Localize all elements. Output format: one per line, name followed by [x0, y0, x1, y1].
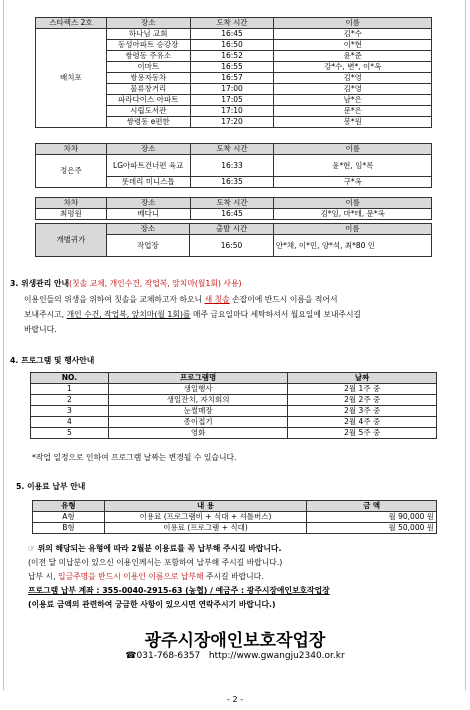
place-header: 장소: [106, 198, 190, 209]
name-header: 이름: [274, 198, 432, 209]
names-cell: 김*영: [274, 73, 432, 84]
table-header: [33, 501, 437, 512]
place-cell: 파라다이스 아파트: [106, 95, 190, 106]
route-table-2: [35, 143, 432, 188]
fee-notice-highlight: 입금주명을 반드시 이용인 이름으로 납부해: [58, 572, 204, 581]
hygiene-highlight: 개인 수건, 작업복, 앞치마(월 1회)를: [66, 310, 191, 319]
time-cell: 16:33: [190, 155, 274, 177]
names-cell: 윤*준: [274, 51, 432, 62]
table-row: [33, 523, 437, 534]
content-header: 내 용: [104, 501, 306, 512]
date-cell: 2월 5주 중: [288, 428, 437, 439]
place-header: 장소: [106, 224, 190, 235]
fee-table: [32, 500, 437, 534]
names-cell: 윤*현, 임*록: [274, 155, 432, 177]
hygiene-paragraph-line-3: 바랍니다.: [24, 325, 57, 334]
place-cell: 베다니: [106, 209, 190, 220]
place-cell: 물류창거리: [106, 84, 190, 95]
table-row: [33, 512, 437, 523]
place-cell: 하나님 교회: [106, 29, 190, 40]
names-cell: 구*옥: [274, 177, 432, 188]
route-table-1: [35, 17, 432, 128]
time-cell: 17:05: [190, 95, 274, 106]
amount-header: 금 액: [307, 501, 437, 512]
time-cell: 16:35: [190, 177, 274, 188]
hygiene-paragraph-line-2: [24, 309, 361, 320]
program-cell: 종이접기: [108, 417, 288, 428]
type-header: 유형: [33, 501, 105, 512]
date-cell: 2월 4주 중: [288, 417, 437, 428]
table-header: [31, 373, 437, 384]
bank-account: 프로그램 납부 계좌 : 355-0040-2915-63 (농협) / 예금주 : 광주시장애인보호작업장: [28, 586, 330, 595]
hygiene-heading-number: 3.: [10, 279, 19, 288]
place-cell: LG아파트건너편 육교: [106, 155, 190, 177]
organization-name: 광주시장애인보호작업장: [144, 631, 326, 651]
fee-notice-text: 주시길 바랍니다.: [203, 572, 264, 581]
table-row: [36, 155, 432, 177]
place-cell: 작업장: [106, 235, 190, 257]
time-cell: 16:45: [190, 29, 274, 40]
amount-cell: 월 90,000 원: [307, 512, 437, 523]
names-cell: 봉*원: [274, 117, 432, 128]
name-header: 이름: [274, 144, 432, 155]
content-cell: 이용료 (프로그램비 + 식대 + 셔틀버스): [104, 512, 306, 523]
names-cell: 강*수, 변*, 이*옥: [274, 62, 432, 73]
program-cell: 눈썰매장: [108, 406, 288, 417]
website-link[interactable]: http://www.gwangju2340.or.kr: [208, 651, 345, 661]
program-cell: 영화: [108, 428, 288, 439]
names-cell: 김*임, 마*테, 문*옥: [274, 209, 432, 220]
place-cell: 동성아파트 승강장: [106, 40, 190, 51]
hygiene-heading: [10, 278, 242, 289]
program-note: *작업 일정으로 인하여 프로그램 날짜는 변경될 수 있습니다.: [32, 453, 237, 462]
no-cell: 5: [31, 428, 109, 439]
time-cell: 16:50: [190, 40, 274, 51]
hygiene-text: 보내주시고,: [24, 310, 67, 319]
time-cell: 16:57: [190, 73, 274, 84]
table-row: [31, 417, 437, 428]
table-header: [36, 144, 432, 155]
place-cell: 이마트: [106, 62, 190, 73]
names-cell: 김*수: [274, 29, 432, 40]
inquiry-note: (이용료 금액의 관련하여 궁금한 사항이 있으시면 연락주시기 바랍니다.): [28, 600, 276, 609]
table-row: [31, 384, 437, 395]
name-header: 이름: [274, 18, 432, 29]
time-cell: 16:45: [190, 209, 274, 220]
names-cell: 안*채, 이*민, 양*석, 최*80 인: [273, 235, 431, 257]
place-cell: 쌍용자동차: [106, 73, 190, 84]
content-cell: 이용료 (프로그램 + 식대): [104, 523, 306, 534]
no-cell: 3: [31, 406, 109, 417]
type-cell: B형: [33, 523, 105, 534]
date-cell: 2월 1주 중: [288, 384, 437, 395]
table-row: [36, 29, 432, 40]
table-row: [31, 395, 437, 406]
type-cell: A형: [33, 512, 105, 523]
time-cell: 17:00: [190, 84, 274, 95]
place-cell: 쌍령동 e편한: [106, 117, 190, 128]
fee-notice-arrears: (이전 달 미납분이 있으신 이용인께서는 포함하여 납부해 주시길 바랍니다.): [28, 558, 283, 567]
driver-cell: 배치포: [36, 29, 107, 128]
driver-cell: 개별귀가: [36, 224, 107, 257]
time-header: 출발 시간: [190, 224, 274, 235]
no-header: NO.: [31, 373, 109, 384]
table-header: [36, 198, 432, 209]
hygiene-paragraph-line-1: [24, 294, 337, 305]
date-cell: 2월 3주 중: [288, 406, 437, 417]
hygiene-text: 매주 금요일마다 세탁하셔서 월요일에 보내주시길: [190, 310, 362, 319]
place-cell: 쌍령동 주유소: [106, 51, 190, 62]
names-cell: 문*은: [274, 106, 432, 117]
route-table-3: [35, 197, 432, 220]
table-row: [31, 406, 437, 417]
page-number: - 2 -: [227, 695, 243, 704]
time-cell: 17:20: [190, 117, 274, 128]
time-header: 도착 시간: [190, 18, 274, 29]
names-cell: 남*은: [274, 95, 432, 106]
phone-number: 031-768-6357: [136, 651, 201, 661]
fee-notice: ☞ 위의 해당되는 유형에 따라 2월분 이용료를 꼭 납부해 주시길 바랍니다.: [28, 544, 282, 553]
names-cell: 김*영: [274, 84, 432, 95]
time-cell: 17:10: [190, 106, 274, 117]
table-row: [36, 209, 432, 220]
contact-line: [0, 651, 470, 661]
amount-cell: 월 50,000 원: [307, 523, 437, 534]
no-cell: 1: [31, 384, 109, 395]
driver-cell: 최평원: [36, 209, 107, 220]
hygiene-heading-title: 위생관리 안내: [21, 279, 70, 288]
table-header: [36, 224, 432, 235]
program-cell: 생일행사: [108, 384, 288, 395]
time-cell: 16:52: [190, 51, 274, 62]
hygiene-heading-detail: (칫솔 교체, 개인수건, 작업복, 앞치마(월1회) 사용): [69, 279, 242, 288]
place-header: 장소: [106, 144, 190, 155]
hygiene-highlight: 새 칫솔: [204, 295, 230, 304]
program-heading: 4. 프로그램 및 행사안내: [10, 356, 95, 365]
page-border-right: [465, 0, 466, 690]
time-cell: 16:55: [190, 62, 274, 73]
fee-notice-depositor: [28, 571, 264, 582]
vehicle-header: 차차: [36, 198, 107, 209]
place-header: 장소: [106, 18, 190, 29]
date-cell: 2월 2주 중: [288, 395, 437, 406]
fee-heading: 5. 이용료 납부 안내: [16, 482, 86, 491]
time-header: 도착 시간: [190, 198, 274, 209]
place-cell: 시립도서관: [106, 106, 190, 117]
vehicle-header: 차차: [36, 144, 107, 155]
time-cell: 16:50: [190, 235, 274, 257]
hygiene-text: 이용인들의 위생을 위하여 칫솔을 교체하고자 하오니: [24, 295, 205, 304]
program-header: 프로그램명: [108, 373, 288, 384]
table-header: [36, 18, 432, 29]
hygiene-text: 손잡이에 반드시 이름을 적어서: [229, 295, 338, 304]
table-row: [31, 428, 437, 439]
names-cell: 이*현: [274, 40, 432, 51]
date-header: 날짜: [288, 373, 437, 384]
no-cell: 4: [31, 417, 109, 428]
program-table: [30, 372, 437, 439]
fee-notice-text: 납부 시,: [28, 572, 59, 581]
no-cell: 2: [31, 395, 109, 406]
page-border-left: [3, 0, 4, 690]
place-cell: 롯데리 미니스톱: [106, 177, 190, 188]
program-cell: 생일잔치, 자치회의: [108, 395, 288, 406]
phone-icon: ☎: [125, 651, 137, 661]
driver-cell: 정은주: [36, 155, 107, 188]
vehicle-header: 스타렉스 2호: [36, 18, 107, 29]
time-header: 도착 시간: [190, 144, 274, 155]
name-header: 이름: [273, 224, 431, 235]
route-table-4: [35, 223, 432, 257]
